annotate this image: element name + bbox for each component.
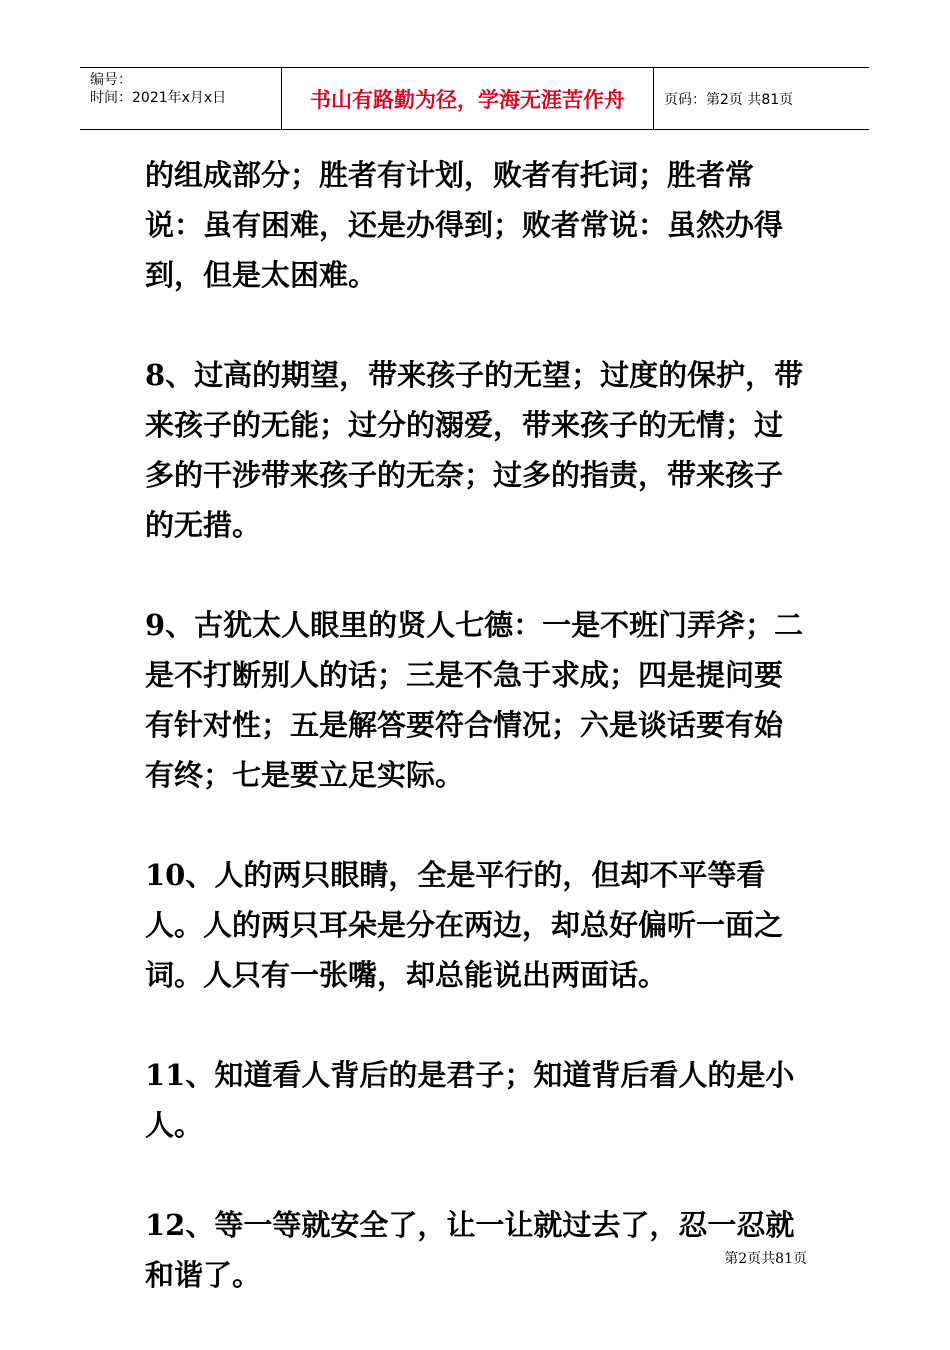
paragraph-9: 9、古犹太人眼里的贤人七德：一是不班门弄斧；二是不打断别人的话；三是不急于求成；四是提问要有针对性；五是解答要符合情况；六是谈话要有始有终；七是要立足实际。 bbox=[145, 608, 804, 792]
paragraph-12: 12、等一等就安全了，让一让就过去了，忍一忍就和谐了。 bbox=[145, 1208, 795, 1292]
paragraph-8: 8、过高的期望，带来孩子的无望；过度的保护，带来孩子的无能；过分的溺爱，带来孩子的无情；过多的干涉带来孩子的无奈；过多的指责，带来孩子的无措。 bbox=[145, 358, 804, 542]
header-page-info: 页码：第2页 共81页 bbox=[664, 91, 794, 108]
paragraph-continuation: 的组成部分；胜者有计划，败者有托词；胜者常说：虽有困难，还是办得到；败者常说：虽然办得到，但是太困难。 bbox=[145, 158, 784, 292]
page-footer: 第2页共81页 bbox=[724, 1251, 807, 1267]
header-meta bbox=[80, 68, 282, 129]
header-motto: 书山有路勤为径，学海无涯苦作舟 bbox=[282, 68, 654, 129]
paragraph-10: 10、人的两只眼睛，全是平行的，但却不平等看人。人的两只耳朵是分在两边，却总好偏听一面之词。人只有一张嘴，却总能说出两面话。 bbox=[145, 858, 784, 992]
paragraph-11: 11、知道看人背后的是君子；知道背后看人的是小人。 bbox=[145, 1058, 795, 1142]
date-label: 时间：2021年x月x日 bbox=[90, 90, 227, 106]
document-body bbox=[145, 150, 810, 1350]
number-label: 编号： bbox=[90, 72, 132, 88]
document-header bbox=[80, 67, 869, 130]
